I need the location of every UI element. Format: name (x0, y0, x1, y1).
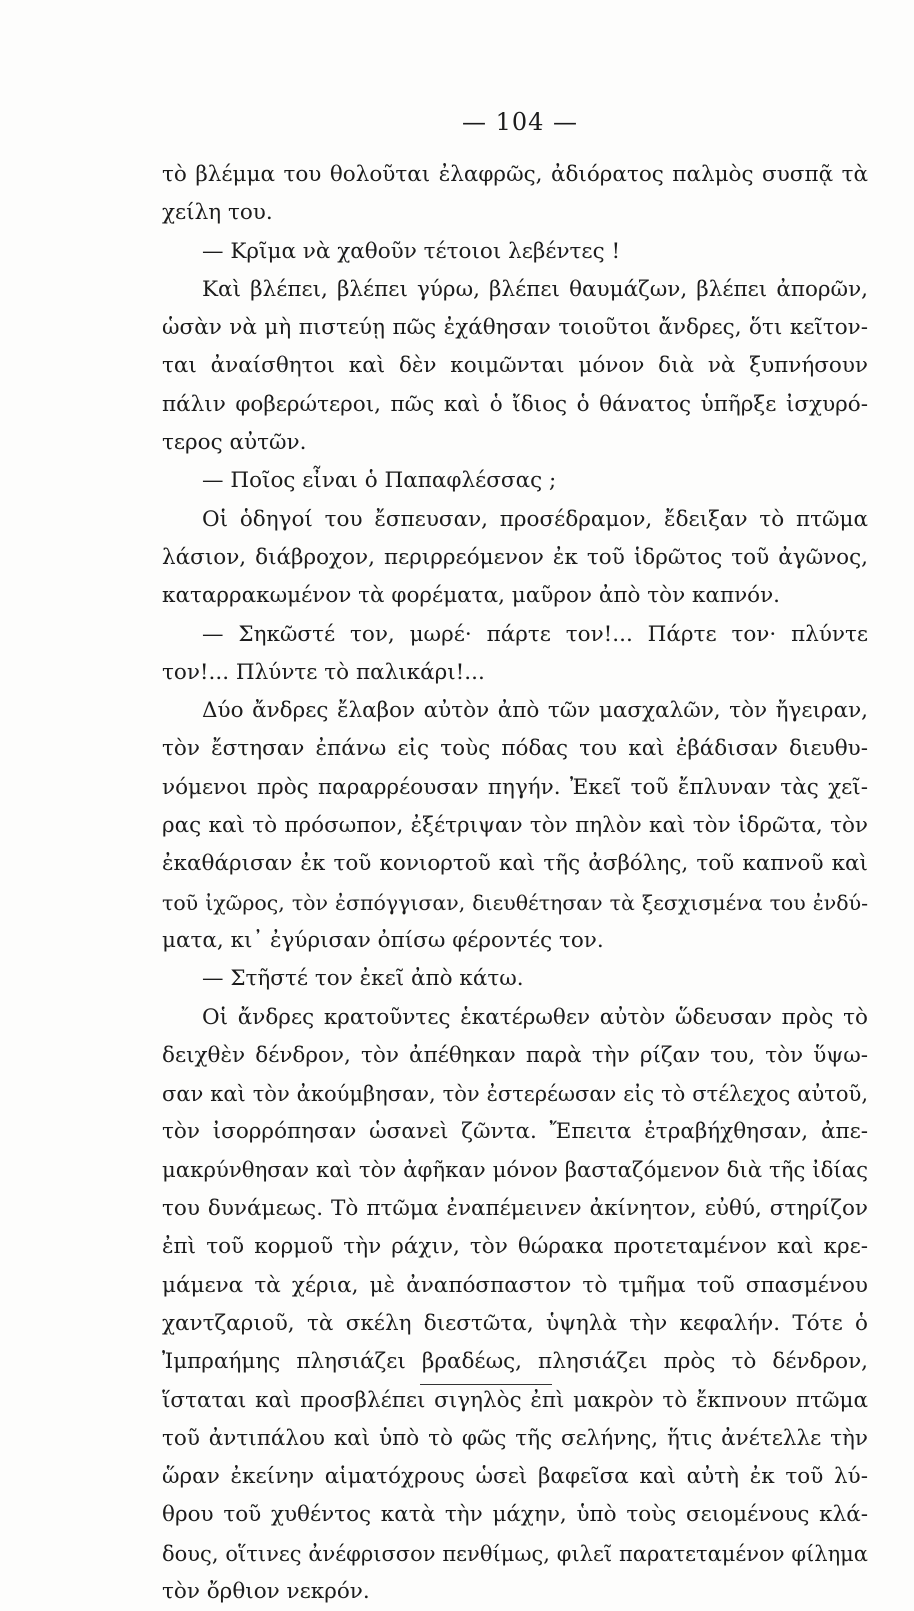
text-line: καταρρακωμένον τὰ φορέματα, μαῦρον ἀπὸ τὸν καπνόν. (162, 583, 780, 609)
text-line: δειχθὲν δένδρον, τὸν ἀπέθηκαν παρὰ τὴν ρίζαν του, τὸν ὕψω- (162, 1042, 868, 1068)
text-line: ρας καὶ τὸ πρόσωπον, ἐξέτριψαν τὸν πηλὸν καὶ τὸν ἱδρῶτα, τὸν (162, 813, 868, 839)
text-line: ὥραν ἐκείνην αἱματόχρους ὡσεὶ βαφεῖσα καὶ αὐτὴ ἐκ τοῦ λύ- (162, 1464, 868, 1490)
text-line: ἵσταται καὶ προσβλέπει σιγηλὸς ἐπὶ μακρὸν τὸ ἔκπνουν πτῶμα (162, 1387, 868, 1413)
end-rule (420, 1384, 552, 1385)
text-line: χείλη του. (162, 200, 273, 226)
text-line: τὸ βλέμμα του θολοῦται ἐλαφρῶς, ἀδιόρατος παλμὸς συσπᾷ τὰ (162, 162, 868, 187)
text-line: τὸν ἔστησαν ἐπάνω εἰς τοὺς πόδας του καὶ ἐβάδισαν διευθυ- (162, 736, 868, 762)
text-line: Καὶ βλέπει, βλέπει γύρω, βλέπει θαυμάζων, βλέπει ἀπορῶν, (202, 276, 868, 302)
text-line: τοῦ ἀντιπάλου καὶ ὑπὸ τὸ φῶς τῆς σελήνης, ἥτις ἀνέτελλε τὴν (162, 1425, 868, 1451)
text-line: ἐπὶ τοῦ κορμοῦ τὴν ράχιν, τὸν θώρακα προτεταμένον καὶ κρε- (162, 1234, 868, 1260)
text-line: τὸν ὄρθιον νεκρόν. (162, 1578, 370, 1604)
text-line: — Σηκῶστέ τον, μωρέ· πάρτε τον!... Πάρτε τον· πλύντε (202, 621, 868, 647)
text-line: ὡσὰν νὰ μὴ πιστεύῃ πῶς ἐχάθησαν τοιοῦτοι ἄνδρες, ὅτι κεῖτον- (162, 315, 868, 341)
text-line: του δυνάμεως. Τὸ πτῶμα ἐναπέμεινεν ἀκίνητον, εὐθύ, στηρίζον (162, 1196, 868, 1222)
text-line: μακρύνθησαν καὶ τὸν ἀφῆκαν μόνον βασταζόμενον διὰ τῆς ἰδίας (162, 1157, 868, 1183)
text-line: Ἰμπραήμης πλησιάζει βραδέως, πλησιάζει πρὸς τὸ δένδρον, (162, 1349, 868, 1375)
text-line: ται ἀναίσθητοι καὶ δὲν κοιμῶνται μόνον διὰ νὰ ξυπνήσουν (162, 353, 868, 379)
text-line: Οἱ ὁδηγοί του ἔσπευσαν, προσέδραμον, ἔδειξαν τὸ πτῶμα (202, 506, 868, 532)
text-line: πάλιν φοβερώτεροι, πῶς καὶ ὁ ἴδιος ὁ θάνατος ὑπῆρξε ἰσχυρό- (162, 391, 868, 417)
text-line: θρου τοῦ χυθέντος κατὰ τὴν μάχην, ὑπὸ τοὺς σειομένους κλά- (162, 1502, 868, 1528)
text-line: λάσιον, διάβροχον, περιρρεόμενον ἐκ τοῦ ἱδρῶτος τοῦ ἀγῶνος, (162, 544, 868, 570)
text-line: νόμενοι πρὸς παραρρέουσαν πηγήν. Ἐκεῖ τοῦ ἔπλυναν τὰς χεῖ- (162, 774, 868, 800)
text-line: τον!... Πλύντε τὸ παλικάρι!... (162, 659, 485, 685)
text-line: Δύο ἄνδρες ἔλαβον αὐτὸν ἀπὸ τῶν μασχαλῶν, τὸν ἤγειραν, (202, 698, 868, 724)
text-line: σαν καὶ τὸν ἀκούμβησαν, τὸν ἐστερέωσαν εἰς τὸ στέλεχος αὐτοῦ, (162, 1082, 868, 1107)
text-line: — Ποῖος εἶναι ὁ Παπαφλέσσας ; (202, 468, 557, 494)
text-line: Οἱ ἄνδρες κρατοῦντες ἑκατέρωθεν αὐτὸν ὥδευσαν πρὸς τὸ (202, 1004, 868, 1030)
text-line: τερος αὐτῶν. (162, 430, 307, 456)
text-line: τοῦ ἰχῶρος, τὸν ἐσπόγγισαν, διευθέτησαν τὰ ξεσχισμένα του ἐνδύ- (162, 890, 868, 915)
text-line: δους, οἵτινες ἀνέφρισσον πενθίμως, φιλεῖ παρατεταμένον φίλημα (162, 1541, 868, 1566)
text-line: — Κρῖμα νὰ χαθοῦν τέτοιοι λεβέντες ! (202, 238, 621, 264)
text-line: χαντζαριοῦ, τὰ σκέλη διεστῶτα, ὑψηλὰ τὴν κεφαλήν. Τότε ὁ (162, 1310, 868, 1336)
text-line: τὸν ἰσορρόπησαν ὡσανεὶ ζῶντα. Ἔπειτα ἐτραβήχθησαν, ἀπε- (162, 1119, 868, 1145)
text-line: ἐκαθάρισαν ἐκ τοῦ κονιορτοῦ καὶ τῆς ἀσβόλης, τοῦ καπνοῦ καὶ (162, 851, 868, 877)
text-line: μάμενα τὰ χέρια, μὲ ἀναπόσπαστον τὸ τμῆμα τοῦ σπασμένου (162, 1272, 868, 1298)
body-text (162, 156, 868, 1611)
page-number: — 104 — (461, 108, 579, 136)
text-line: — Στῆστέ τον ἐκεῖ ἀπὸ κάτω. (202, 966, 524, 992)
text-line: ματα, κι᾿ ἐγύρισαν ὀπίσω φέροντές τον. (162, 927, 604, 953)
